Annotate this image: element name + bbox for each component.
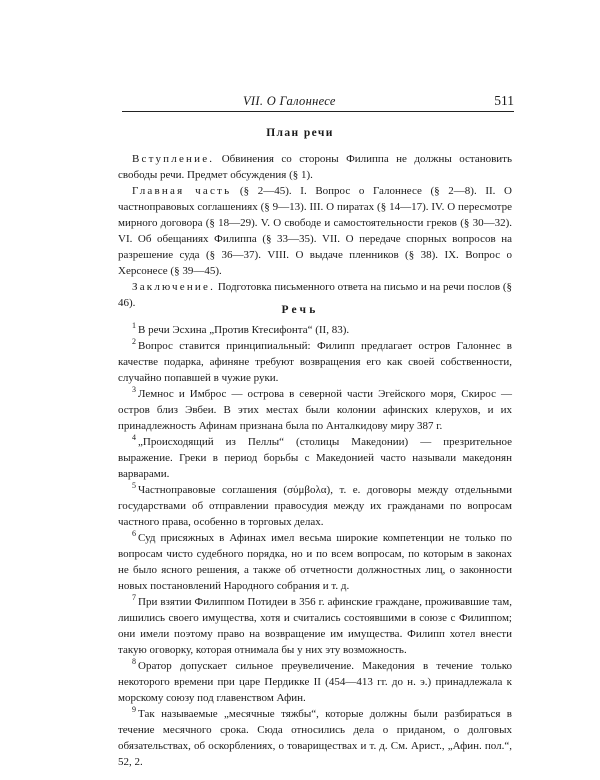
- footnote: [118, 322, 512, 338]
- introduction-text: Обвинения со стороны Филиппа не должны остановить свободы речи. Предмет обсуждения (§ 1).: [118, 153, 512, 181]
- running-title: VII. О Галоннесе: [243, 94, 336, 108]
- footnote-text: Вопрос ставится принципиальный: Филипп предлагает остров Галоннес в качестве подарка, афиняне требуют возвращения его как своей собственности, случайно попавшей в чужие руки.: [118, 340, 512, 384]
- plan-main-part: [118, 183, 512, 279]
- footnote: [118, 658, 512, 706]
- footnote-text: Лемнос и Имброс — острова в северной части Эгейского моря, Скирос — остров близ Эвбеи. В этих местах были колонии афинских клерухов, и их принадлежность Афинам признана была по Анталкидову миру 387 г.: [118, 388, 512, 432]
- footnote: [118, 706, 512, 770]
- footnote-number: 4: [132, 433, 136, 443]
- plan-introduction: [118, 151, 512, 183]
- conclusion-term: Заключение.: [132, 281, 216, 293]
- footnote-number: 7: [132, 593, 136, 603]
- footnote: [118, 386, 512, 434]
- footnote-text: „Происходящий из Пеллы“ (столицы Македонии) — презрительное выражение. Греки в период борьбы с Македонией часто называли македонян варварами.: [118, 436, 512, 480]
- footnote-text: Так называемые „месячные тяжбы“, которые должны были разбираться в течение месячного срока. Сюда относились дела о приданом, о долговых обязательствах, об оскорблениях, о товариществах и т. д. См. Арист., „Афин. пол.“, 52, 2.: [118, 708, 512, 768]
- footnote: [118, 434, 512, 482]
- footnote-text: Частноправовые соглашения (σύμβολα), т. е. договоры между отдельными государствами об отправлении правосудия между их гражданами по вопросам частного права, особенно в торговых делах.: [118, 484, 512, 528]
- footnote: [118, 338, 512, 386]
- footnote-number: 8: [132, 657, 136, 667]
- conclusion-text: Подготовка письменного ответа на письмо и на речи послов (§ 46).: [118, 281, 512, 309]
- footnote-number: 2: [132, 337, 136, 347]
- header-rule: [122, 111, 514, 112]
- footnote-number: 9: [132, 705, 136, 715]
- footnote-text: В речи Эсхина „Против Ктесифонта“ (II, 83).: [138, 324, 350, 336]
- footnote-text: Суд присяжных в Афинах имел весьма широкие компетенции не только по вопросам чисто судебного порядка, но и по всем вопросам, по которым в законах не было ясного решения, а также об отчетности должностных лиц, о законности новых постановлений Народного собрания и т. д.: [118, 532, 512, 592]
- footnote-text: Оратор допускает сильное преувеличение. Македония в течение только некоторого времени при царе Пердикке II (454—413 гг. до н. э.) принадлежала к морскому союзу под главенством Афин.: [118, 660, 512, 704]
- page-number: 511: [494, 93, 514, 108]
- introduction-term: Вступление.: [132, 153, 215, 165]
- main-part-term: Главная часть: [132, 185, 232, 197]
- footnote-number: 3: [132, 385, 136, 395]
- footnote: [118, 530, 512, 594]
- main-part-text: (§ 2—45). I. Вопрос о Галоннесе (§ 2—8). II. О частноправовых соглашениях (§ 9—13). III. О пиратах (§ 14—17). IV. О пересмотре мирного договора (§ 18—29). V. О свободе и самостоятельности греков (§ 30—32). VI. Об обещаниях Филиппа (§ 33—35). VII. О передаче спорных вопросов на разрешение суда (§ 36—37). VIII. О выдаче пленников (§ 38). IX. Вопрос о Херсонесе (§ 39—45).: [118, 185, 512, 277]
- footnote-text: При взятии Филиппом Потидеи в 356 г. афинские граждане, проживавшие там, лишились своего имущества, хотя и считались состоявшими в союзе с Филиппом; они имели поэтому право на возвращение им имущества. Филипп хотел внести такую оговорку, которая отнимала бы у них эту возможность.: [118, 596, 512, 656]
- footnote-number: 1: [132, 321, 136, 331]
- footnote-number: 5: [132, 481, 136, 491]
- footnote: [118, 482, 512, 530]
- footnote: [118, 594, 512, 658]
- plan-heading: План речи: [266, 127, 334, 139]
- footnote-number: 6: [132, 529, 136, 539]
- page-header: [122, 92, 514, 112]
- speech-heading: Речь: [281, 304, 319, 316]
- speech-plan: [118, 151, 512, 311]
- footnotes: [118, 322, 512, 770]
